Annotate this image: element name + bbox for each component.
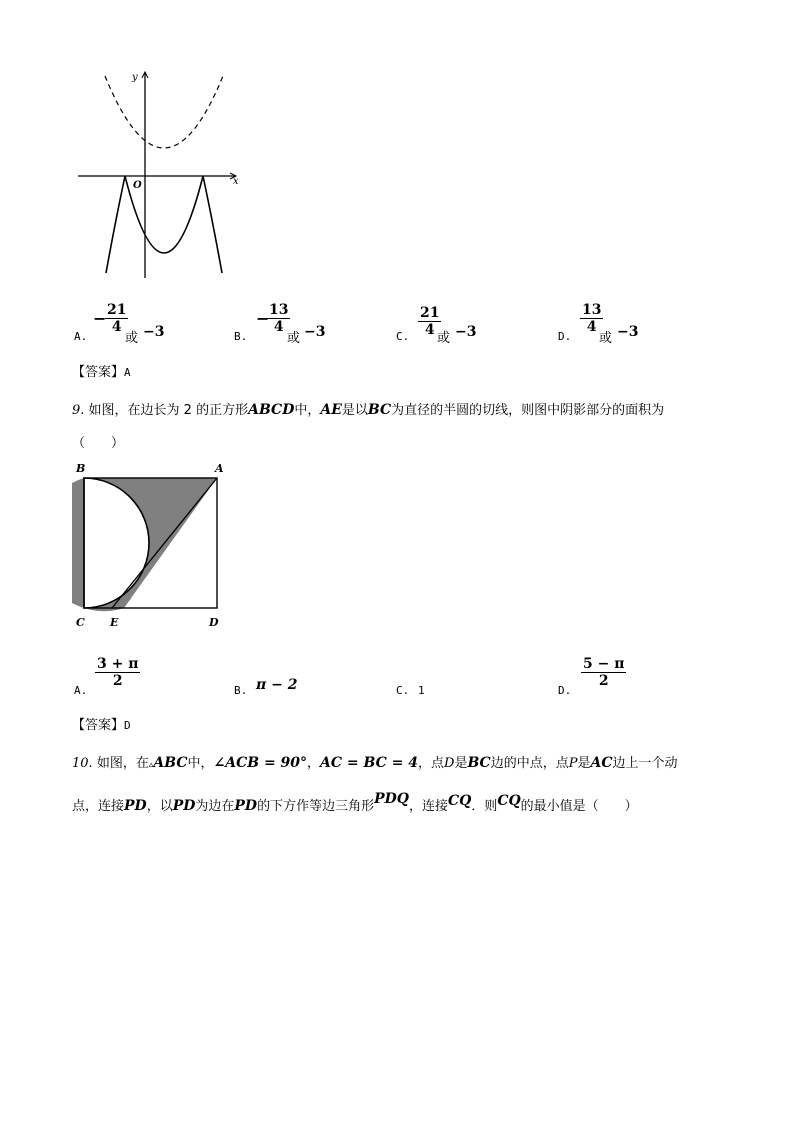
q9-answer: 【答案】D [72, 718, 131, 733]
option-letter: C. [396, 330, 410, 343]
other-value: −3 [455, 324, 477, 340]
option-letter: A. [74, 684, 88, 697]
q8-answer: 【答案】A [72, 365, 131, 380]
label-a: A [215, 462, 224, 475]
square-semicircle-figure [72, 458, 232, 633]
question-number: 9. [72, 403, 85, 418]
other-value: −3 [617, 324, 639, 340]
or-word: 或 [125, 331, 139, 346]
parabola-graph [70, 68, 250, 283]
option-expr: 1 [418, 684, 425, 697]
label-b: B [76, 462, 86, 475]
minus-sign: − [93, 309, 107, 328]
option-letter: B. [234, 684, 248, 697]
or-word: 或 [599, 331, 613, 346]
fraction: $\frac{21}{4}$ [420, 305, 440, 338]
dashed-parabola [105, 76, 223, 148]
question-number: 10. [72, 756, 93, 771]
solid-curve-left [106, 176, 125, 273]
q9-stem: 9. 如图，在边长为 2 的正方形ABCD中，AE是以BC为直径的半圆的切线，则图中阴影部分的面积为 [72, 402, 665, 418]
label-c: C [76, 616, 85, 629]
label-d: D [209, 616, 219, 629]
other-value: −3 [143, 324, 165, 340]
fraction: $\frac{13}{4}$ [269, 302, 289, 335]
other-value: −3 [304, 324, 326, 340]
fraction: $\frac{13}{4}$ [582, 302, 602, 335]
option-letter: B. [234, 330, 248, 343]
fraction: $\frac{21}{4}$ [107, 302, 127, 335]
q9-paren: （ ） [72, 436, 125, 451]
origin-label: O [133, 180, 142, 191]
q10-line-2: 点，连接PD，以PD为边在PD的下方作等边三角形PDQ，连接CQ．则CQ的最小值是（ ） [72, 791, 638, 814]
solid-curve-right [203, 176, 222, 273]
minus-sign: − [256, 309, 270, 328]
q10-line-1: 10. 如图，在▵ABC中，∠ACB = 90°，AC = BC = 4，点D是BC边的中点，点P是AC边上一个动 [72, 755, 678, 771]
option-letter: D. [558, 684, 572, 697]
label-e: E [110, 616, 119, 629]
y-axis-label: y [132, 72, 138, 83]
fraction: $\frac{3 + \pi}{2}$ [97, 656, 139, 689]
option-letter: D. [558, 330, 572, 343]
option-expr: π − 2 [256, 677, 298, 693]
or-word: 或 [287, 331, 301, 346]
or-word: 或 [437, 331, 451, 346]
x-axis-label: x [233, 176, 239, 187]
option-letter: C. [396, 684, 410, 697]
fraction: $\frac{5 - \pi}{2}$ [583, 656, 625, 689]
option-letter: A. [74, 330, 88, 343]
